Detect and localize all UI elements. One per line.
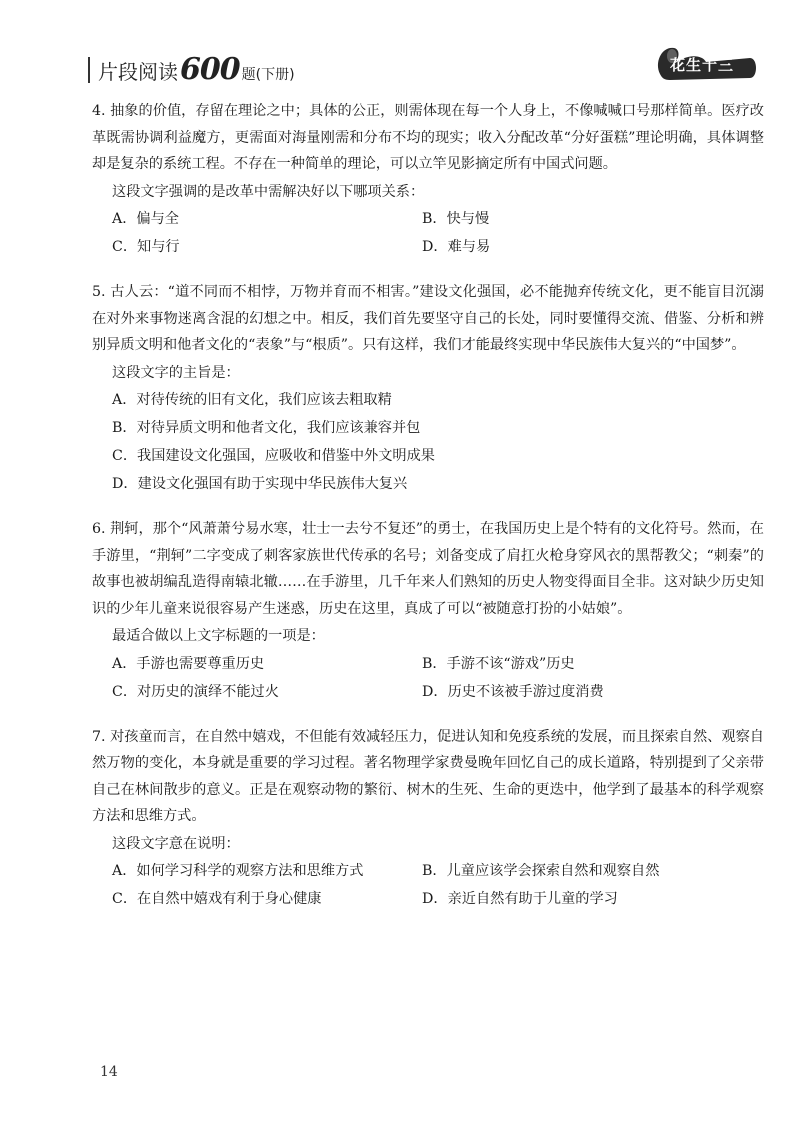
book-title-volume: (下册) — [255, 67, 295, 83]
option-d: D．建设文化强国有助于实现中华民族伟大复兴 — [112, 476, 408, 492]
option-d: D．亲近自然有助于儿童的学习 — [422, 891, 618, 907]
question-stem: 4. 抽象的价值，存留在理论之中；具体的公正，则需体现在每一个人身上，不像喊喊口号那样简单。医疗改革既需协调利益魔方，更需面对海量刚需和分布不均的现实；收入分配改革“分好蛋糕”理论明确，具体调整却是复杂的系统工程。不存在一种简单的理论，可以立竿见影摘定所有中国式问题。 — [92, 103, 764, 172]
book-title-text: 片段阅读 — [98, 60, 178, 84]
question-prompt: 这段文字的主旨是： — [112, 364, 240, 381]
question-stem: 6. 荆轲，那个“风萧萧兮易水寒，壮士一去兮不复还”的勇士，在我国历史上是个特有的文化符号。然而，在手游里，“荆轲”二字变成了刺客家族世代传承的名号；刘备变成了肩扛火枪身穿风衣的黑帮教父；“刺秦”的故事也被胡编乱造得南辕北辙……在手游里，几千年来人们熟知的历史人物变得面目全非。这对缺少历史知识的少年儿童来说很容易产生迷惑，历史在这里，真成了可以“被随意打扮的小姑娘”。 — [92, 521, 764, 617]
question-number: 5. — [92, 284, 106, 300]
publisher-logo-text: 花生十三 — [670, 56, 735, 74]
option-a: A．对待传统的旧有文化，我们应该去粗取精 — [112, 392, 392, 408]
option-a: A．如何学习科学的观察方法和思维方式 — [112, 863, 364, 879]
answer-options — [92, 650, 764, 706]
question-stem: 5. 古人云：“道不同而不相悖，万物并育而不相害。”建设文化强国，必不能抛弃传统文化，更不能盲目沉溺在对外来事物迷离含混的幻想之中。相反，我们首先要坚守自己的长处，同时要懂得交流、借鉴、分析和辨别异质文明和他者文化的“表象”与“根质”。只有这样，我们才能最终实现中华民族伟大复兴的“中国梦”。 — [92, 284, 764, 353]
answer-options — [92, 205, 764, 261]
option-c: C．在自然中嬉戏有利于身心健康 — [112, 891, 322, 907]
option-a: A．偏与全 — [112, 211, 179, 227]
question-5 — [92, 279, 764, 498]
answer-options — [92, 386, 764, 498]
option-d: D．难与易 — [422, 239, 491, 255]
question-4 — [92, 98, 764, 261]
book-title-number: 600 — [180, 52, 240, 87]
book-title-unit: 题 — [241, 67, 256, 83]
page-header — [0, 38, 800, 98]
option-b: B．儿童应该学会探索自然和观察自然 — [422, 863, 660, 879]
question-number: 4. — [92, 103, 106, 119]
option-b: B．手游不该“游戏”历史 — [422, 655, 575, 672]
title-divider — [88, 57, 90, 83]
question-6 — [92, 516, 764, 706]
answer-options — [92, 857, 764, 913]
question-number: 7. — [92, 728, 106, 745]
question-number: 6. — [92, 521, 106, 537]
question-list — [92, 98, 764, 931]
option-a: A．手游也需要尊重历史 — [112, 655, 265, 672]
question-prompt: 最适合做以上文字标题的一项是： — [112, 628, 325, 644]
option-c: C．对历史的演绎不能过火 — [112, 683, 279, 700]
option-b: B．对待异质文明和他者文化，我们应该兼容并包 — [112, 420, 421, 436]
question-prompt: 这段文字意在说明： — [112, 835, 240, 852]
book-title — [88, 52, 295, 87]
question-prompt: 这段文字强调的是改革中需解决好以下哪项关系： — [112, 183, 425, 200]
option-d: D．历史不该被手游过度消费 — [422, 683, 604, 700]
question-stem: 7. 对孩童而言，在自然中嬉戏，不但能有效减轻压力，促进认知和免疫系统的发展，而且探索自然、观察自然万物的变化，本身就是重要的学习过程。著名物理学家费曼晚年回忆自己的成长道路，特别提到了父亲带自己在林间散步的意义。正是在观察动物的繁衍、树木的生死、生命的更迭中，他学到了最基本的科学观察方法和思维方式。 — [92, 728, 764, 824]
option-c: C．知与行 — [112, 239, 180, 255]
option-b: B．快与慢 — [422, 211, 490, 227]
page-number: 14 — [100, 1064, 118, 1080]
option-c: C．我国建设文化强国，应吸收和借鉴中外文明成果 — [112, 448, 435, 464]
question-7 — [92, 724, 764, 914]
